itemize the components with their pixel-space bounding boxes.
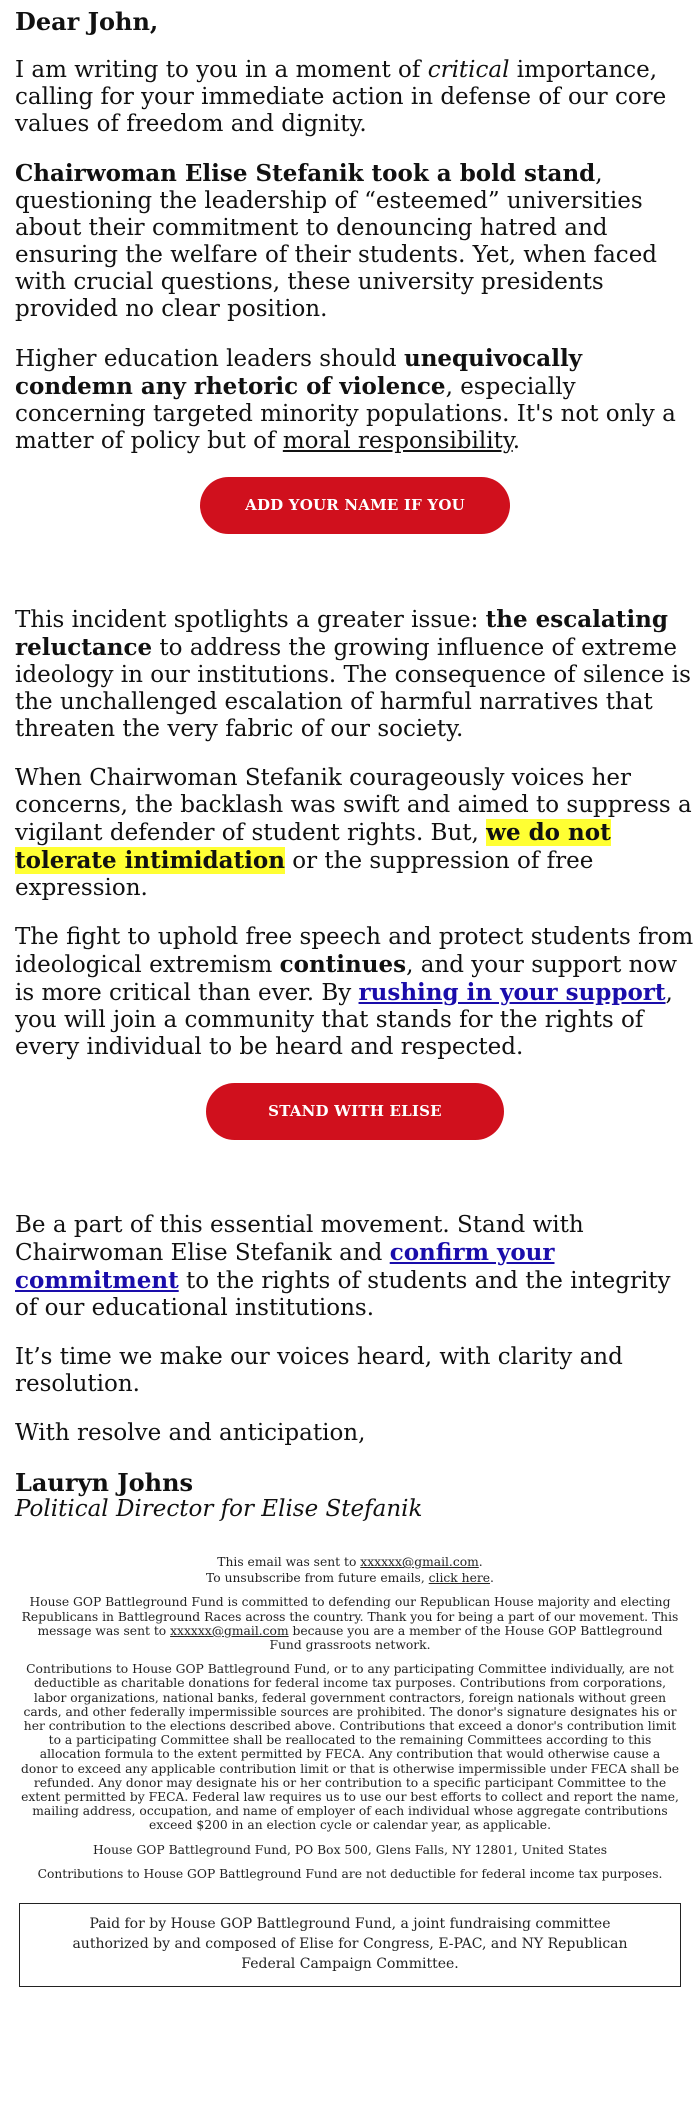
cta-wrapper [15, 477, 695, 574]
text: I am writing to you in a moment of [15, 57, 428, 83]
paragraph-higher-education [15, 345, 695, 455]
bold-text: the escalating reluctance [15, 606, 668, 661]
text: to address the growing influence of extreme ideology in our institutions. The consequence of silence is the unchallenged escalation of harmful narratives that threaten the very fabric of our society. [15, 635, 691, 742]
paragraph-incident [15, 606, 695, 743]
signature-title: Political Director for Elise Stefanik [15, 1496, 423, 1522]
sent-to-line [0, 1555, 700, 1569]
text: , especially concerning targeted minority populations. It's not only a matter of policy but of [15, 374, 676, 454]
paragraph-backlash [15, 765, 695, 902]
paragraph-fight [15, 924, 695, 1061]
unsubscribe-link[interactable]: click here [428, 1571, 491, 1586]
paragraph-bold-stand [15, 160, 695, 323]
text: because you are a member of the House GOP Battleground Fund grassroots network. [269, 1623, 663, 1653]
underlined-text: moral responsibility [282, 428, 513, 454]
member-email-link[interactable]: xxxxxx@gmail.com [170, 1623, 289, 1638]
text: , you will join a community that stands for the rights of every individual to be heard and respected. [15, 980, 673, 1060]
paid-for-disclaimer-box [19, 1903, 681, 1987]
bold-text: unequivocally condemn any rhetoric of violence [15, 345, 583, 400]
emphasis-text: critical [427, 57, 510, 83]
signature-name: Lauryn Johns [15, 1468, 194, 1497]
contribution-disclaimer: Contributions to House GOP Battleground Fund, or to any participating Committee individually, are not deductible as charitable donations for federal income tax purposes. Contributions from corporations, labor organizations, national banks, federal government contractors, foreign nationals without green cards, and other federally impermissible sources are prohibited. The donor's signature designates his or her contribution to the elections described above. Contributions that exceed a donor's contribution limit to a participating Committee shall be reallocated to the remaining Committees according to this allocation formula to the extent permitted by FECA. Any contribution that would otherwise cause a donor to exceed any applicable contribution limit or that is otherwise impermissible under FECA shall be refunded. Any donor may designate his or her contribution to a specific participant Committee to the extent permitted by FECA. Federal law requires us to use our best efforts to collect and report the name, mailing address, occupation, and name of employer of each individual whose aggregate contributions exceed $200 in an election cycle or calendar year, as applicable. [21, 1662, 679, 1833]
text: , questioning the leadership of “esteemed” universities about their commitment to denouncing hatred and ensuring the welfare of their students. Yet, when faced with crucial questions, these university presidents provided no clear position. [15, 161, 658, 322]
bold-text: continues [279, 951, 407, 978]
text: . [512, 428, 521, 454]
confirm-commitment-link[interactable]: confirm your commitment [15, 1239, 555, 1294]
cta-wrapper [15, 1083, 695, 1180]
tax-deductibility-note: Contributions to House GOP Battleground Fund are not deductible for federal income tax purposes. [37, 1866, 663, 1881]
recipient-email-link[interactable]: xxxxxx@gmail.com [360, 1555, 479, 1569]
text: To unsubscribe from future emails, [206, 1571, 429, 1586]
text: Higher education leaders should [15, 346, 404, 372]
text: The fight to uphold free speech and protect students from ideological extremism [15, 924, 694, 978]
mission-statement [20, 1595, 680, 1652]
text: to the rights of students and the integrity of our educational institutions. [15, 1268, 671, 1321]
paragraph-voices: It’s time we make our voices heard, with clarity and resolution. [15, 1344, 623, 1397]
paragraph-intro [15, 57, 695, 138]
email-footer [0, 1555, 700, 1987]
stand-with-stefanik-button[interactable]: STAND WITH ELISE STEFANIK [206, 1083, 504, 1140]
text: When Chairwoman Stefanik courageously voices her concerns, the backlash was swift and aimed to suppress a vigilant defender of student rights. But, [15, 765, 692, 846]
text: . [490, 1571, 494, 1586]
text: This email was sent to [217, 1555, 361, 1569]
text: importance, calling for your immediate action in defense of our core values of freedom and dignity. [15, 57, 667, 137]
closing-line: With resolve and anticipation, [15, 1420, 366, 1446]
bold-text: Chairwoman Elise Stefanik took a bold stand [15, 160, 596, 187]
text: , and your support now is more critical than ever. By [15, 952, 678, 1006]
text: . [478, 1555, 483, 1569]
greeting: Dear John, [15, 7, 159, 36]
text: or the suppression of free expression. [15, 848, 594, 901]
rushing-support-link[interactable]: rushing in your support [358, 979, 666, 1006]
text: This incident spotlights a greater issue: [15, 607, 486, 633]
unsubscribe-line [0, 1571, 700, 1585]
paragraph-movement [15, 1212, 695, 1322]
paid-for-text: Paid for by House GOP Battleground Fund, a joint fundraising committee authorized by and composed of Elise for Congress, E-PAC, and NY Republican Federal Campaign Committee. [72, 1916, 628, 1973]
add-your-name-button[interactable]: ADD YOUR NAME IF YOU AGREE [200, 477, 510, 534]
text: Be a part of this essential movement. Stand with Chairwoman Elise Stefanik and [15, 1212, 584, 1266]
highlighted-text: we do not tolerate intimidation [15, 819, 611, 874]
mailing-address: House GOP Battleground Fund, PO Box 500, Glens Falls, NY 12801, United States [92, 1842, 608, 1857]
text: House GOP Battleground Fund is committed to defending our Republican House majority and electing Republicans in Battleground Races across the country. Thank you for being a part of our movement. This message was sent to [21, 1595, 679, 1638]
